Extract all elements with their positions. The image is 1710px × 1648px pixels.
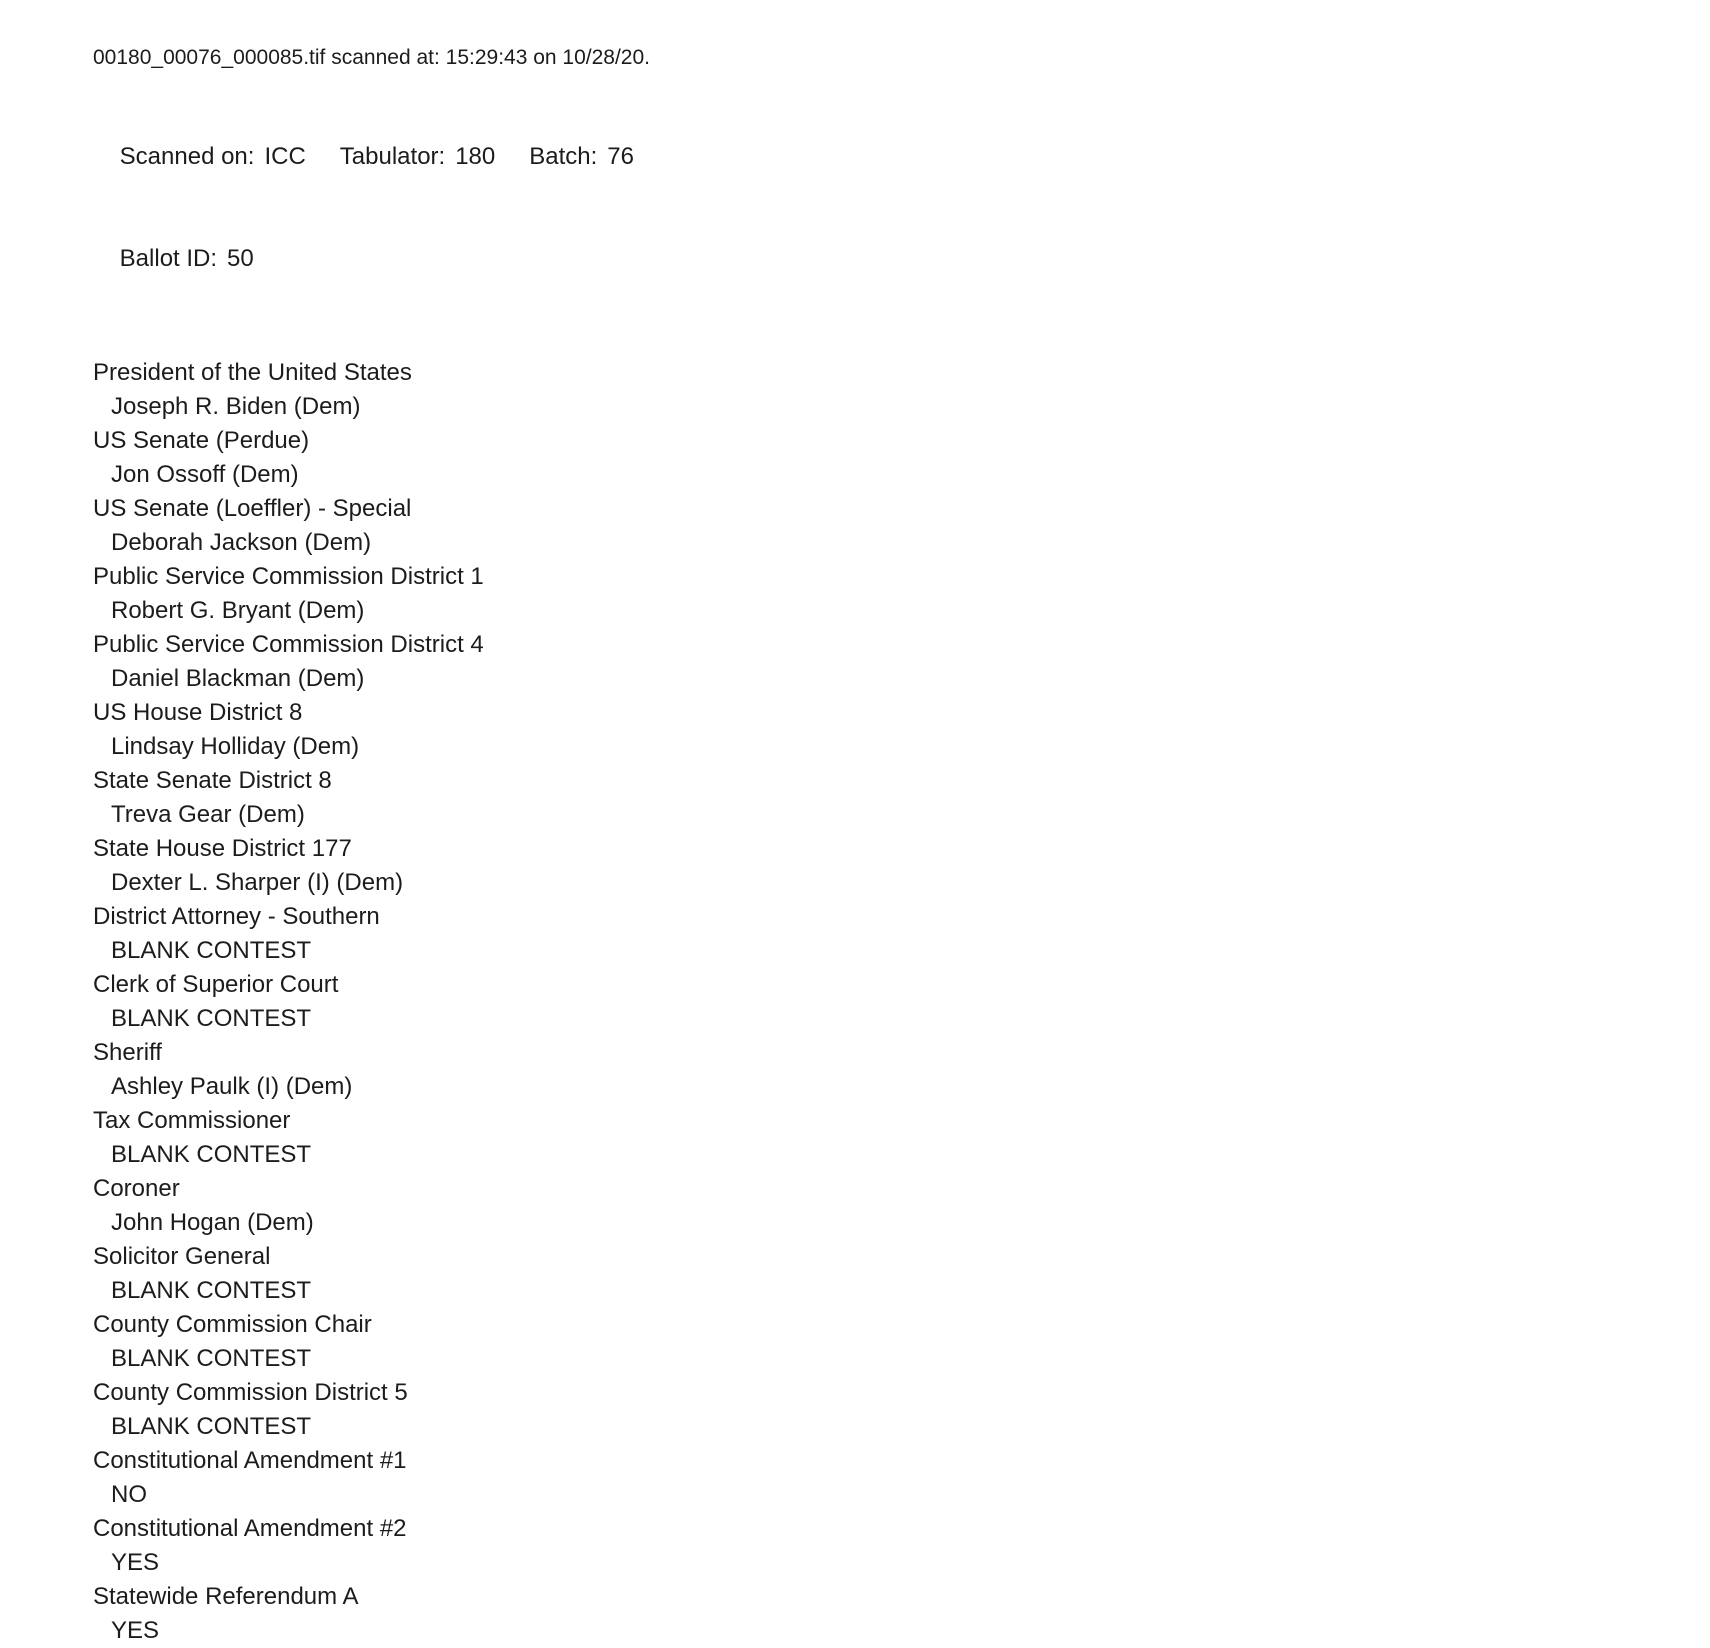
ballot-id-line xyxy=(93,208,1650,310)
contest-office: District Attorney - Southern xyxy=(93,903,380,930)
ballot-id-value: 50 xyxy=(227,245,254,272)
batch-label: Batch: xyxy=(529,143,598,170)
scanned-on-label: Scanned on: xyxy=(119,143,255,170)
contest-office: Public Service Commission District 1 xyxy=(93,563,484,590)
contest-selection: Dexter L. Sharper (I) (Dem) xyxy=(111,869,404,896)
contest-office: US House District 8 xyxy=(93,699,303,726)
contest-office: County Commission Chair xyxy=(93,1311,372,1338)
contest-selection: YES xyxy=(111,1617,160,1644)
contest-selection: BLANK CONTEST xyxy=(111,1413,312,1440)
contest-office: State House District 177 xyxy=(93,835,352,862)
ballot-id-label: Ballot ID: xyxy=(119,245,218,272)
contest-office: Tax Commissioner xyxy=(93,1107,291,1134)
contest-selection: Ashley Paulk (I) (Dem) xyxy=(111,1073,353,1100)
contest-office: Solicitor General xyxy=(93,1243,271,1270)
contest-selection: BLANK CONTEST xyxy=(111,1005,312,1032)
contest-office: President of the United States xyxy=(93,359,412,386)
contest-selection: John Hogan (Dem) xyxy=(111,1209,314,1236)
batch-pair xyxy=(529,143,634,170)
contest-selection: BLANK CONTEST xyxy=(111,937,312,964)
scan-info-line xyxy=(93,106,1650,208)
contest-selection: Lindsay Holliday (Dem) xyxy=(111,733,360,760)
contest-selection: YES xyxy=(111,1549,160,1576)
contest-selection: BLANK CONTEST xyxy=(111,1141,312,1168)
contest-selection: Robert G. Bryant (Dem) xyxy=(111,597,365,624)
batch-value: 76 xyxy=(607,143,634,170)
contest-selection: Daniel Blackman (Dem) xyxy=(111,665,365,692)
tabulator-pair xyxy=(340,143,495,170)
scanned-on-value: ICC xyxy=(264,143,306,170)
contest-selection: BLANK CONTEST xyxy=(111,1345,312,1372)
contest-office: Coroner xyxy=(93,1175,180,1202)
scanned-on-pair xyxy=(120,143,306,170)
contest-office: US Senate (Perdue) xyxy=(93,427,310,454)
tabulator-label: Tabulator: xyxy=(339,143,446,170)
contest-office: County Commission District 5 xyxy=(93,1379,408,1406)
contest-office: Public Service Commission District 4 xyxy=(93,631,484,658)
file-scan-header-line: 00180_00076_000085.tif scanned at: 15:29:43 on 10/28/20. xyxy=(93,46,650,69)
contest-office: Constitutional Amendment #2 xyxy=(93,1515,407,1542)
contest-office: US Senate (Loeffler) - Special xyxy=(93,495,412,522)
tabulator-value: 180 xyxy=(455,143,496,170)
contest-office: Constitutional Amendment #1 xyxy=(93,1447,407,1474)
contest-selection: Joseph R. Biden (Dem) xyxy=(111,393,361,420)
contest-selection: Treva Gear (Dem) xyxy=(111,801,305,828)
contest-office: State Senate District 8 xyxy=(93,767,332,794)
contest-selection: BLANK CONTEST xyxy=(111,1277,312,1304)
contest-office: Clerk of Superior Court xyxy=(93,971,339,998)
contest-list xyxy=(93,356,1650,1648)
contest-selection: NO xyxy=(111,1481,147,1508)
contest-office: Statewide Referendum A xyxy=(93,1583,359,1610)
contest-selection: Jon Ossoff (Dem) xyxy=(111,461,299,488)
contest-selection: Deborah Jackson (Dem) xyxy=(111,529,372,556)
contest-office: Sheriff xyxy=(93,1039,162,1066)
